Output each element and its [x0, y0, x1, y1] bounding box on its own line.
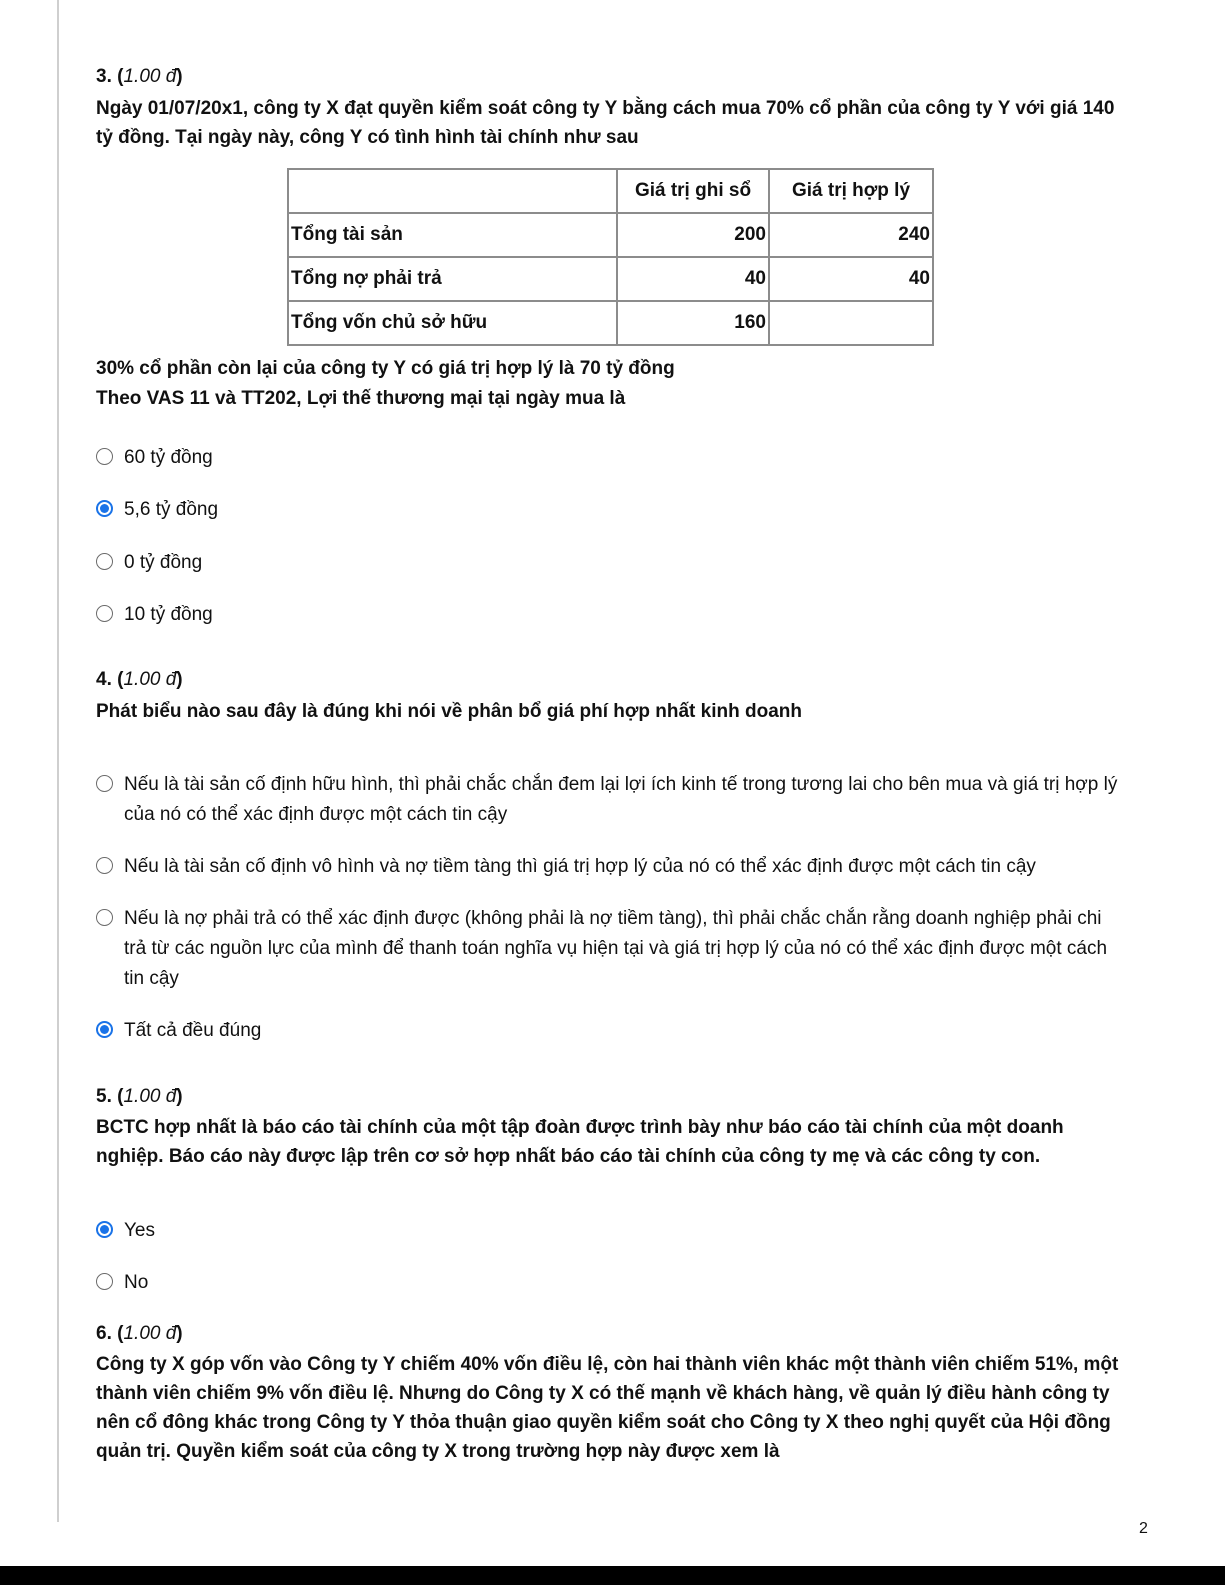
table-row [288, 213, 933, 257]
question-3-prompt: Theo VAS 11 và TT202, Lợi thế thương mại tại ngày mua là [96, 388, 626, 409]
radio-button[interactable] [96, 553, 113, 570]
question-points: 1.00 đ [123, 1086, 177, 1107]
option-label: Nếu là tài sản cố định hữu hình, thì phải chắc chắn đem lại lợi ích kinh tế trong tương lai cho bên mua và giá trị hợp lý của nó có thể xác định được một cách tin cậy [124, 774, 1118, 825]
question-3-note: 30% cổ phần còn lại của công ty Y có giá trị hợp lý là 70 tỷ đồng [96, 358, 675, 379]
table-header-row [288, 169, 933, 213]
table-row [288, 257, 933, 301]
answer-option[interactable] [96, 1216, 1126, 1246]
option-label: Nếu là nợ phải trả có thể xác định được (không phải là nợ tiềm tàng), thì phải chắc chắn rằng doanh nghiệp phải chi trả từ các nguồn lực của mình để thanh toán nghĩa vụ hiện tại và giá trị hợp lý của nó có thể xác định được một cách tin cậy [124, 908, 1108, 989]
question-number: 3. [96, 66, 112, 87]
option-label: Yes [124, 1220, 155, 1241]
question-5-header: 5. (1.00 đ) [96, 1086, 183, 1107]
answer-option[interactable] [96, 904, 1126, 994]
table-header-cell: Giá trị ghi sổ [617, 169, 769, 213]
question-5-text: BCTC hợp nhất là báo cáo tài chính của một tập đoàn được trình bày như báo cáo tài chính của một doanh nghiệp. Báo cáo này được lập trên cơ sở hợp nhất báo cáo tài chính của công ty mẹ và các công ty con. [96, 1117, 1064, 1167]
radio-button[interactable] [96, 857, 113, 874]
radio-button-selected[interactable] [96, 1021, 113, 1038]
question-6-header: 6. (1.00 đ) [96, 1323, 183, 1344]
question-points: 1.00 đ [123, 1323, 177, 1344]
table-row [288, 301, 933, 345]
table-cell: Tổng nợ phải trả [288, 257, 617, 301]
radio-button[interactable] [96, 448, 113, 465]
table-cell [769, 301, 933, 345]
answer-option[interactable] [96, 548, 1126, 578]
radio-button[interactable] [96, 1273, 113, 1290]
option-label: 0 tỷ đồng [124, 552, 203, 573]
option-label: 60 tỷ đồng [124, 447, 213, 468]
question-number: 4. [96, 669, 112, 690]
financial-table [287, 168, 934, 346]
question-6-text: Công ty X góp vốn vào Công ty Y chiếm 40% vốn điều lệ, còn hai thành viên khác một thành viên chiếm 51%, một thành viên chiếm 9% vốn điều lệ. Nhưng do Công ty X có thế mạnh về khách hàng, về quản lý điều hành công ty nên cổ đông khác trong Công ty Y thỏa thuận giao quyền kiểm soát cho Công ty X theo nghị quyết của Hội đồng quản trị. Quyền kiểm soát của công ty X trong trường hợp này được xem là [96, 1354, 1119, 1462]
question-points: 1.00 đ [123, 66, 177, 87]
table-cell: 40 [617, 257, 769, 301]
option-label: No [124, 1272, 149, 1293]
question-3-text: Ngày 01/07/20x1, công ty X đạt quyền kiểm soát công ty Y bằng cách mua 70% cổ phần của công ty Y với giá 140 tỷ đồng. Tại ngày này, công Y có tình hình tài chính như sau [96, 98, 1115, 148]
table-header-cell: Giá trị hợp lý [769, 169, 933, 213]
table-cell: 240 [769, 213, 933, 257]
left-margin-rule [57, 0, 59, 1522]
bottom-bar [0, 1566, 1225, 1585]
table-header-cell [288, 169, 617, 213]
table-cell: 200 [617, 213, 769, 257]
answer-option[interactable] [96, 1268, 1126, 1298]
radio-button-selected[interactable] [96, 500, 113, 517]
table-cell: Tổng tài sản [288, 213, 617, 257]
table-cell: 40 [769, 257, 933, 301]
radio-button[interactable] [96, 775, 113, 792]
answer-option[interactable] [96, 1016, 1126, 1046]
question-number: 6. [96, 1323, 112, 1344]
question-3-header: 3. (1.00 đ) [96, 66, 183, 87]
page-number: 2 [1139, 1520, 1148, 1537]
option-label: 10 tỷ đồng [124, 604, 213, 625]
question-4-text: Phát biểu nào sau đây là đúng khi nói về phân bổ giá phí hợp nhất kinh doanh [96, 701, 802, 722]
table-cell: Tổng vốn chủ sở hữu [288, 301, 617, 345]
question-points: 1.00 đ [123, 669, 177, 690]
table-cell: 160 [617, 301, 769, 345]
answer-option[interactable] [96, 443, 1126, 473]
option-label: Tất cả đều đúng [124, 1020, 262, 1041]
radio-button[interactable] [96, 605, 113, 622]
option-label: 5,6 tỷ đồng [124, 499, 219, 520]
radio-button[interactable] [96, 909, 113, 926]
answer-option[interactable] [96, 770, 1126, 830]
radio-button-selected[interactable] [96, 1221, 113, 1238]
question-number: 5. [96, 1086, 112, 1107]
answer-option[interactable] [96, 852, 1126, 882]
question-4-header: 4. (1.00 đ) [96, 669, 183, 690]
option-label: Nếu là tài sản cố định vô hình và nợ tiềm tàng thì giá trị hợp lý của nó có thể xác định được một cách tin cậy [124, 856, 1036, 877]
answer-option[interactable] [96, 495, 1126, 525]
answer-option[interactable] [96, 600, 1126, 630]
